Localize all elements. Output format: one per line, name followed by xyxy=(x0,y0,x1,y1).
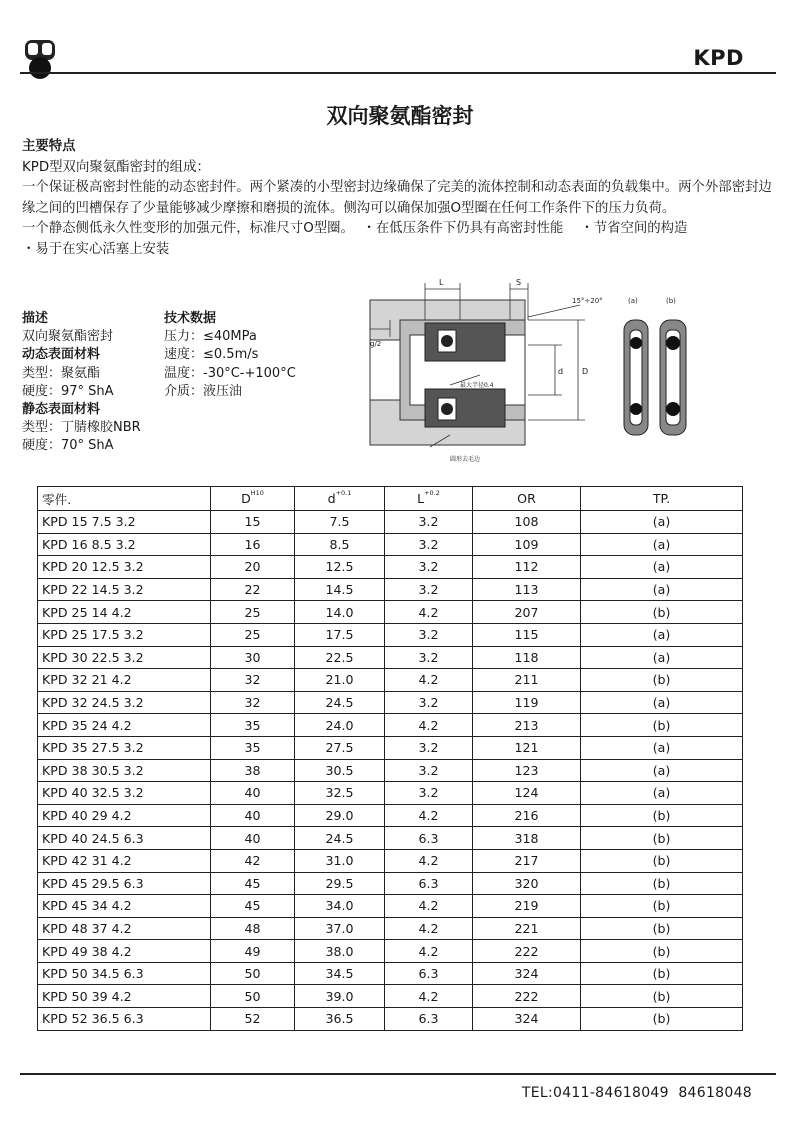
cell-tp: (a) xyxy=(581,533,743,556)
cell-or: 219 xyxy=(473,895,581,918)
cell-L: 3.2 xyxy=(385,759,473,782)
cell-tp: (a) xyxy=(581,623,743,646)
cell-tp: (b) xyxy=(581,940,743,963)
parts-table-container xyxy=(37,486,743,1031)
cell-part: KPD 25 17.5 3.2 xyxy=(38,623,211,646)
cell-or: 217 xyxy=(473,849,581,872)
cell-d: 14.0 xyxy=(295,601,385,624)
cell-L: 4.2 xyxy=(385,669,473,692)
cell-d: 29.5 xyxy=(295,872,385,895)
cell-D: 35 xyxy=(211,736,295,759)
cell-L: 6.3 xyxy=(385,872,473,895)
cell-part: KPD 49 38 4.2 xyxy=(38,940,211,963)
table-row xyxy=(38,895,743,918)
drawing-label-d: d xyxy=(558,367,564,376)
parts-table-body xyxy=(38,511,743,1031)
cell-tp: (a) xyxy=(581,691,743,714)
drawing-label-S: S xyxy=(516,278,522,287)
footer-divider xyxy=(20,1073,776,1075)
static-material-type: 类型：丁腈橡胶NBR xyxy=(22,420,141,436)
cell-or: 222 xyxy=(473,985,581,1008)
cell-d: 29.0 xyxy=(295,804,385,827)
cell-L: 6.3 xyxy=(385,1008,473,1031)
cell-L: 3.2 xyxy=(385,578,473,601)
features-heading: 主要特点 xyxy=(22,139,76,154)
parts-table xyxy=(37,486,743,1031)
cell-L: 4.2 xyxy=(385,804,473,827)
cell-tp: (b) xyxy=(581,601,743,624)
cell-d: 38.0 xyxy=(295,940,385,963)
cell-L: 3.2 xyxy=(385,736,473,759)
cell-or: 123 xyxy=(473,759,581,782)
cell-d: 17.5 xyxy=(295,623,385,646)
cell-or: 121 xyxy=(473,736,581,759)
cell-or: 109 xyxy=(473,533,581,556)
description-column xyxy=(22,310,141,456)
cell-L: 6.3 xyxy=(385,827,473,850)
cell-D: 52 xyxy=(211,1008,295,1031)
cell-or: 108 xyxy=(473,511,581,534)
table-row xyxy=(38,556,743,579)
cell-tp: (a) xyxy=(581,759,743,782)
drawing-label-D: D xyxy=(582,367,589,376)
cell-L: 3.2 xyxy=(385,691,473,714)
cell-D: 40 xyxy=(211,804,295,827)
features-paragraph-2: 一个静态侧低永久性变形的加强元件，标准尺寸O型圈。 ・在低压条件下仍具有高密封性能 ・节省空间的构造 xyxy=(22,221,688,236)
cell-part: KPD 48 37 4.2 xyxy=(38,917,211,940)
cell-D: 20 xyxy=(211,556,295,579)
table-row xyxy=(38,759,743,782)
cell-d: 24.0 xyxy=(295,714,385,737)
cell-D: 40 xyxy=(211,827,295,850)
cell-part: KPD 35 27.5 3.2 xyxy=(38,736,211,759)
table-row xyxy=(38,623,743,646)
cell-or: 124 xyxy=(473,782,581,805)
cell-D: 45 xyxy=(211,895,295,918)
cell-part: KPD 30 22.5 3.2 xyxy=(38,646,211,669)
header-divider xyxy=(20,72,776,74)
table-row xyxy=(38,872,743,895)
static-material-heading: 静态表面材料 xyxy=(22,402,101,418)
description-heading: 描述 xyxy=(22,311,49,326)
table-row xyxy=(38,782,743,805)
cell-D: 25 xyxy=(211,601,295,624)
cell-L: 3.2 xyxy=(385,556,473,579)
drawing-label-radius: 最大半径0.4 xyxy=(460,382,494,389)
header-or: OR xyxy=(473,487,581,511)
cell-L: 4.2 xyxy=(385,895,473,918)
table-row xyxy=(38,691,743,714)
table-row xyxy=(38,601,743,624)
cell-tp: (b) xyxy=(581,985,743,1008)
cell-L: 4.2 xyxy=(385,601,473,624)
cell-tp: (a) xyxy=(581,736,743,759)
seal-cross-section-drawing xyxy=(350,275,790,475)
drawing-label-deburr: 圆形去毛边 xyxy=(450,456,481,463)
table-row xyxy=(38,511,743,534)
cell-L: 3.2 xyxy=(385,782,473,805)
cell-D: 35 xyxy=(211,714,295,737)
cell-D: 50 xyxy=(211,985,295,1008)
cell-d: 12.5 xyxy=(295,556,385,579)
cell-or: 216 xyxy=(473,804,581,827)
table-row xyxy=(38,985,743,1008)
seal-ring-b xyxy=(660,320,686,435)
cell-or: 112 xyxy=(473,556,581,579)
cell-D: 45 xyxy=(211,872,295,895)
table-row xyxy=(38,578,743,601)
cell-tp: (a) xyxy=(581,782,743,805)
cell-D: 40 xyxy=(211,782,295,805)
cell-d: 22.5 xyxy=(295,646,385,669)
cell-L: 4.2 xyxy=(385,917,473,940)
description-name: 双向聚氨酯密封 xyxy=(22,329,114,345)
cell-d: 21.0 xyxy=(295,669,385,692)
cell-or: 222 xyxy=(473,940,581,963)
cell-part: KPD 45 34 4.2 xyxy=(38,895,211,918)
cell-D: 42 xyxy=(211,849,295,872)
cell-or: 221 xyxy=(473,917,581,940)
cell-part: KPD 50 39 4.2 xyxy=(38,985,211,1008)
cell-L: 3.2 xyxy=(385,533,473,556)
table-row xyxy=(38,669,743,692)
drawing-label-a: (a) xyxy=(628,297,638,305)
header-L: $L^{+0.2}$ xyxy=(385,487,473,511)
cell-part: KPD 42 31 4.2 xyxy=(38,849,211,872)
cell-d: 31.0 xyxy=(295,849,385,872)
drawing-label-g2: g/2 xyxy=(370,340,382,348)
cell-tp: (a) xyxy=(581,646,743,669)
cell-d: 8.5 xyxy=(295,533,385,556)
cell-d: 32.5 xyxy=(295,782,385,805)
cell-tp: (b) xyxy=(581,849,743,872)
tech-temperature: 温度：-30°C-+100°C xyxy=(164,365,296,381)
dynamic-material-hardness: 硬度：97° ShA xyxy=(22,383,114,399)
cell-part: KPD 50 34.5 6.3 xyxy=(38,962,211,985)
table-row xyxy=(38,804,743,827)
cell-D: 15 xyxy=(211,511,295,534)
cell-tp: (b) xyxy=(581,895,743,918)
cell-d: 24.5 xyxy=(295,827,385,850)
dynamic-material-type: 类型：聚氨酯 xyxy=(22,365,101,381)
cell-tp: (a) xyxy=(581,511,743,534)
cell-or: 113 xyxy=(473,578,581,601)
drawing-label-b: (b) xyxy=(666,297,676,305)
header-tp: TP. xyxy=(581,487,743,511)
cell-L: 3.2 xyxy=(385,511,473,534)
tech-speed: 速度：≤0.5m/s xyxy=(164,347,259,363)
cell-d: 24.5 xyxy=(295,691,385,714)
cell-tp: (b) xyxy=(581,962,743,985)
features-section xyxy=(22,137,774,260)
cell-d: 14.5 xyxy=(295,578,385,601)
features-paragraph-1: 一个保证极高密封性能的动态密封件。两个紧凑的小型密封边缘确保了完美的流体控制和动态表面的负载集中。两个外部密封边缘之间的凹槽保存了少量能够减少摩擦和磨损的流体。侧沟可以确保加强O型圈在任何工作条件下的压力负荷。 xyxy=(22,180,772,216)
cell-D: 38 xyxy=(211,759,295,782)
cell-D: 22 xyxy=(211,578,295,601)
tech-heading: 技术数据 xyxy=(164,311,217,326)
cell-part: KPD 38 30.5 3.2 xyxy=(38,759,211,782)
table-row xyxy=(38,962,743,985)
cell-D: 48 xyxy=(211,917,295,940)
tech-medium: 介质：液压油 xyxy=(164,383,243,399)
cell-L: 4.2 xyxy=(385,985,473,1008)
cell-d: 27.5 xyxy=(295,736,385,759)
cell-part: KPD 20 12.5 3.2 xyxy=(38,556,211,579)
cell-d: 34.0 xyxy=(295,895,385,918)
static-material-hardness: 硬度：70° ShA xyxy=(22,438,114,454)
cell-tp: (a) xyxy=(581,578,743,601)
header-part: 零件. xyxy=(38,487,211,511)
cell-tp: (a) xyxy=(581,556,743,579)
cell-D: 32 xyxy=(211,669,295,692)
cell-L: 4.2 xyxy=(385,940,473,963)
table-row xyxy=(38,917,743,940)
page-title: 双向聚氨酯密封 xyxy=(326,104,474,128)
cell-or: 324 xyxy=(473,962,581,985)
drawing-label-angle: 15°÷20° xyxy=(572,297,603,305)
cell-part: KPD 32 24.5 3.2 xyxy=(38,691,211,714)
cell-d: 37.0 xyxy=(295,917,385,940)
cell-d: 30.5 xyxy=(295,759,385,782)
cell-part: KPD 45 29.5 6.3 xyxy=(38,872,211,895)
table-row xyxy=(38,646,743,669)
cell-part: KPD 32 21 4.2 xyxy=(38,669,211,692)
cell-tp: (b) xyxy=(581,917,743,940)
cell-or: 320 xyxy=(473,872,581,895)
header-D: $D^{H10}$ xyxy=(211,487,295,511)
cell-D: 50 xyxy=(211,962,295,985)
cell-part: KPD 16 8.5 3.2 xyxy=(38,533,211,556)
cell-part: KPD 52 36.5 6.3 xyxy=(38,1008,211,1031)
header-d: $d^{+0.1}$ xyxy=(295,487,385,511)
cell-part: KPD 25 14 4.2 xyxy=(38,601,211,624)
cell-L: 6.3 xyxy=(385,962,473,985)
cell-part: KPD 15 7.5 3.2 xyxy=(38,511,211,534)
cell-D: 32 xyxy=(211,691,295,714)
table-row xyxy=(38,736,743,759)
table-row xyxy=(38,849,743,872)
table-row xyxy=(38,1008,743,1031)
features-paragraph-3: ・易于在实心活塞上安装 xyxy=(22,241,170,257)
cell-or: 324 xyxy=(473,1008,581,1031)
features-intro: KPD型双向聚氨酯密封的组成： xyxy=(22,159,210,175)
cell-D: 49 xyxy=(211,940,295,963)
tech-data-column xyxy=(164,310,296,401)
table-row xyxy=(38,940,743,963)
cell-part: KPD 22 14.5 3.2 xyxy=(38,578,211,601)
cell-tp: (b) xyxy=(581,669,743,692)
cell-d: 39.0 xyxy=(295,985,385,1008)
cell-or: 118 xyxy=(473,646,581,669)
cell-L: 4.2 xyxy=(385,714,473,737)
cell-D: 25 xyxy=(211,623,295,646)
cell-tp: (b) xyxy=(581,1008,743,1031)
cell-tp: (b) xyxy=(581,714,743,737)
cell-d: 36.5 xyxy=(295,1008,385,1031)
tech-pressure: 压力：≤40MPa xyxy=(164,329,257,345)
cell-L: 3.2 xyxy=(385,623,473,646)
brand-name: KPD xyxy=(693,46,744,70)
cell-tp: (b) xyxy=(581,804,743,827)
cell-or: 211 xyxy=(473,669,581,692)
cell-part: KPD 35 24 4.2 xyxy=(38,714,211,737)
cell-or: 115 xyxy=(473,623,581,646)
drawing-label-L: L xyxy=(439,278,444,287)
cell-d: 34.5 xyxy=(295,962,385,985)
cell-or: 213 xyxy=(473,714,581,737)
cell-or: 207 xyxy=(473,601,581,624)
cell-L: 4.2 xyxy=(385,849,473,872)
cell-D: 30 xyxy=(211,646,295,669)
table-header-row xyxy=(38,487,743,511)
table-row xyxy=(38,533,743,556)
table-row xyxy=(38,827,743,850)
cell-part: KPD 40 32.5 3.2 xyxy=(38,782,211,805)
cell-d: 7.5 xyxy=(295,511,385,534)
table-row xyxy=(38,714,743,737)
seal-ring-a xyxy=(624,320,648,435)
cell-or: 318 xyxy=(473,827,581,850)
cell-D: 16 xyxy=(211,533,295,556)
cell-tp: (b) xyxy=(581,827,743,850)
dynamic-material-heading: 动态表面材料 xyxy=(22,347,101,363)
cell-L: 3.2 xyxy=(385,646,473,669)
cell-part: KPD 40 24.5 6.3 xyxy=(38,827,211,850)
footer-contact: TEL:0411-84618049 84618048 xyxy=(521,1085,752,1101)
cell-or: 119 xyxy=(473,691,581,714)
cell-part: KPD 40 29 4.2 xyxy=(38,804,211,827)
cell-tp: (b) xyxy=(581,872,743,895)
